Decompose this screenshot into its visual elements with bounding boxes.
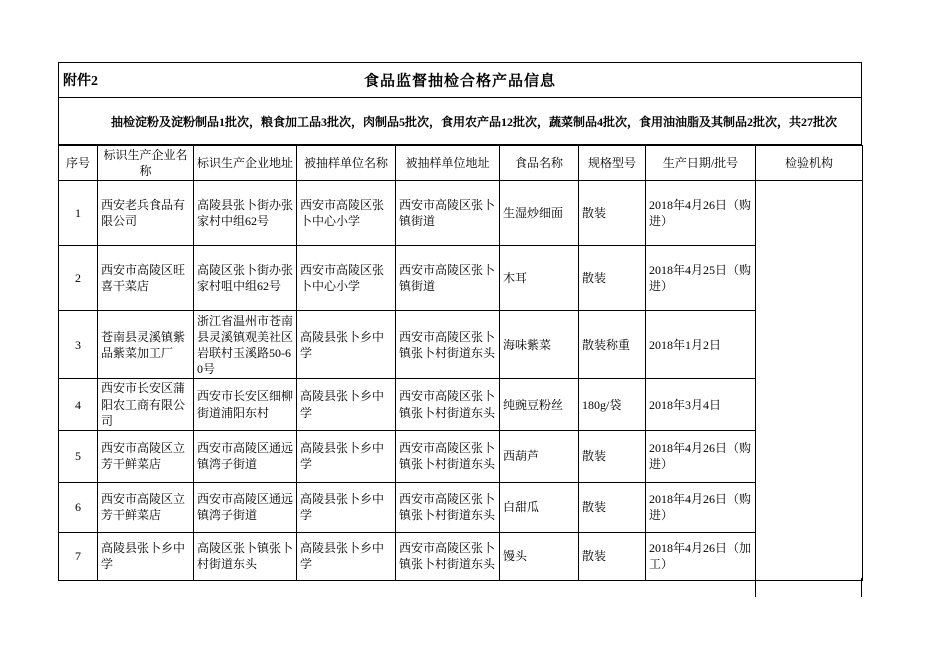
cell-sampled-unit: 高陵县张卜乡中学 <box>297 379 396 431</box>
attachment-label: 附件2 <box>63 74 98 89</box>
cell-producer: 苍南县灵溪镇紫品紫菜加工厂 <box>98 311 194 379</box>
table-row <box>59 482 863 532</box>
cell-producer: 西安老兵食品有限公司 <box>98 181 194 246</box>
column-header-spec: 规格型号 <box>579 146 646 181</box>
column-header-no: 序号 <box>59 146 98 181</box>
cell-spec: 散装 <box>579 430 646 482</box>
summary-text: 抽检淀粉及淀粉制品1批次，粮食加工品3批次，肉制品5批次，食用农产品12批次，蔬菜制品4批次，食用油油脂及其制品2批次，共27批次 <box>111 114 838 129</box>
column-header-producer-address: 标识生产企业地址 <box>194 146 297 181</box>
cell-sampled-unit: 高陵县张卜乡中学 <box>297 532 396 580</box>
cell-sampled-unit: 高陵县张卜乡中学 <box>297 311 396 379</box>
column-header-agency: 检验机构 <box>756 146 863 181</box>
cell-sampled-unit-address: 西安市高陵区张卜镇张卜村街道东头 <box>396 311 500 379</box>
cell-food: 生湿炒细面 <box>500 181 579 246</box>
column-header-food: 食品名称 <box>500 146 579 181</box>
cell-producer: 西安市高陵区立芳干鲜菜店 <box>98 430 194 482</box>
cell-food: 木耳 <box>500 246 579 311</box>
grid-extension-line <box>755 578 756 597</box>
cell-producer-address: 西安市高陵区通远镇湾子街道 <box>194 430 297 482</box>
cell-spec: 180g/袋 <box>579 379 646 431</box>
cell-producer-address: 西安市长安区细柳街道浦阳东村 <box>194 379 297 431</box>
cell-no: 7 <box>59 532 98 580</box>
cell-food: 白甜瓜 <box>500 482 579 532</box>
cell-sampled-unit: 高陵县张卜乡中学 <box>297 482 396 532</box>
cell-producer: 西安市高陵区立芳干鲜菜店 <box>98 482 194 532</box>
cell-food: 馒头 <box>500 532 579 580</box>
column-header-sampled-unit: 被抽样单位名称 <box>297 146 396 181</box>
page-title: 食品监督抽检合格产品信息 <box>363 73 556 90</box>
cell-no: 6 <box>59 482 98 532</box>
table-row <box>59 246 863 311</box>
cell-producer-address: 西安市高陵区通远镇湾子街道 <box>194 482 297 532</box>
cell-spec: 散装 <box>579 482 646 532</box>
cell-food: 西葫芦 <box>500 430 579 482</box>
cell-date: 2018年1月2日 <box>646 311 756 379</box>
cell-no: 2 <box>59 246 98 311</box>
table-row <box>59 379 863 431</box>
cell-producer: 高陵县张卜乡中学 <box>98 532 194 580</box>
cell-sampled-unit-address: 西安市高陵区张卜镇街道 <box>396 181 500 246</box>
cell-producer: 西安市高陵区旺喜干菜店 <box>98 246 194 311</box>
cell-producer-address: 高陵区张卜镇张卜村街道东头 <box>194 532 297 580</box>
cell-food: 纯豌豆粉丝 <box>500 379 579 431</box>
cell-date: 2018年3月4日 <box>646 379 756 431</box>
cell-spec: 散装称重 <box>579 311 646 379</box>
table-row <box>59 532 863 580</box>
cell-producer: 西安市长安区蒲阳农工商有限公司 <box>98 379 194 431</box>
cell-food: 海味紫菜 <box>500 311 579 379</box>
cell-sampled-unit-address: 西安市高陵区张卜镇张卜村街道东头 <box>396 430 500 482</box>
products-table <box>58 145 863 581</box>
table-header-row <box>59 146 863 181</box>
cell-sampled-unit: 西安市高陵区张卜中心小学 <box>297 246 396 311</box>
column-header-date: 生产日期/批号 <box>646 146 756 181</box>
cell-date: 2018年4月26日（购进） <box>646 430 756 482</box>
cell-sampled-unit-address: 西安市高陵区张卜镇张卜村街道东头 <box>396 379 500 431</box>
cell-producer-address: 高陵区张卜街办张家村咀中组62号 <box>194 246 297 311</box>
cell-sampled-unit: 西安市高陵区张卜中心小学 <box>297 181 396 246</box>
cell-date: 2018年4月26日（购进） <box>646 482 756 532</box>
column-header-sampled-unit-address: 被抽样单位地址 <box>396 146 500 181</box>
cell-producer-address: 浙江省温州市苍南县灵溪镇观美社区岩联村玉溪路50-60号 <box>194 311 297 379</box>
cell-producer-address: 高陵县张卜街办张家村中组62号 <box>194 181 297 246</box>
summary-row <box>58 98 862 145</box>
table-row <box>59 181 863 246</box>
cell-spec: 散装 <box>579 246 646 311</box>
cell-no: 5 <box>59 430 98 482</box>
cell-date: 2018年4月26日（购进） <box>646 181 756 246</box>
table-row <box>59 311 863 379</box>
table-row <box>59 430 863 482</box>
cell-spec: 散装 <box>579 181 646 246</box>
grid-extension-line <box>861 578 862 597</box>
cell-sampled-unit-address: 西安市高陵区张卜镇街道 <box>396 246 500 311</box>
cell-no: 3 <box>59 311 98 379</box>
column-header-producer: 标识生产企业名称 <box>98 146 194 181</box>
inspection-agency-cell <box>756 181 863 581</box>
cell-date: 2018年4月26日（加工） <box>646 532 756 580</box>
cell-sampled-unit-address: 西安市高陵区张卜镇张卜村街道东头 <box>396 482 500 532</box>
cell-date: 2018年4月25日（购进） <box>646 246 756 311</box>
document-sheet <box>58 62 862 581</box>
cell-spec: 散装 <box>579 532 646 580</box>
cell-sampled-unit-address: 西安市高陵区张卜镇张卜村街道东头 <box>396 532 500 580</box>
document-header <box>58 62 862 98</box>
cell-sampled-unit: 高陵县张卜乡中学 <box>297 430 396 482</box>
cell-no: 1 <box>59 181 98 246</box>
cell-no: 4 <box>59 379 98 431</box>
